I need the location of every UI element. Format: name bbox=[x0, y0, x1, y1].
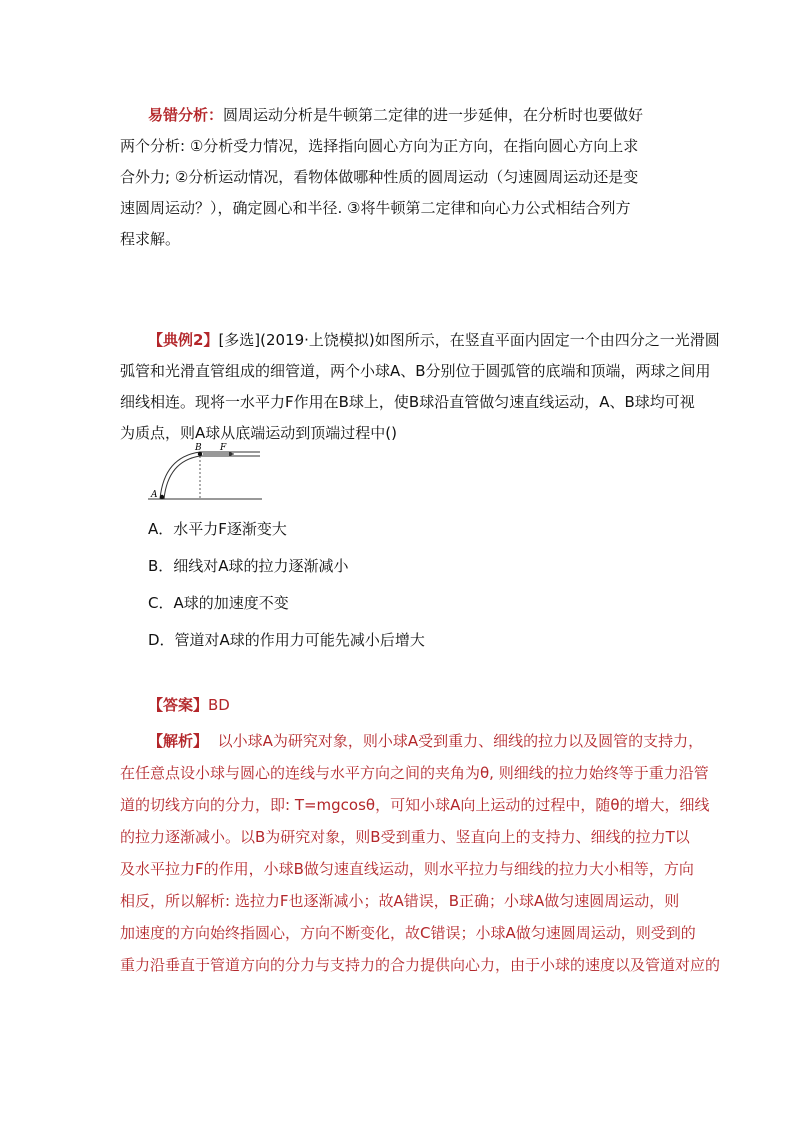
explain-line-8: 重力沿垂直于管道方向的分力与支持力的合力提供向心力，由于小球的速度以及管道对应的 bbox=[120, 956, 721, 974]
arc-tube-inner bbox=[160, 452, 200, 499]
label-b: B bbox=[195, 443, 202, 453]
label-a: A bbox=[151, 490, 158, 500]
answer-line bbox=[120, 690, 680, 721]
explain-line-1: 【解析】 以小球A为研究对象，则小球A受到重力、细线的拉力以及圆管的支持力， bbox=[148, 732, 704, 750]
explain-line-5: 及水平拉力F的作用，小球B做匀速直线运动，则水平拉力与细线的拉力大小相等，方向 bbox=[120, 860, 694, 878]
explain-line-6: 相反，所以解析: 选拉力F也逐渐减小；故A错误，B正确；小球A做匀速圆周运动，则 bbox=[120, 892, 680, 910]
explain-line-3: 道的切线方向的分力，即: T=mgcosθ，可知小球A向上运动的过程中，随θ的增大，细线 bbox=[120, 796, 710, 814]
example-label: 【典例2】 bbox=[148, 331, 219, 349]
example-line-2: 弧管和光滑直管组成的细管道，两个小球A、B分别位于圆弧管的底端和顶端，两球之间用 bbox=[120, 362, 711, 380]
explain-line-7: 加速度的方向始终指圆心，方向不断变化，故C错误；小球A做匀速圆周运动，则受到的 bbox=[120, 924, 696, 942]
answer-label: 【答案】 bbox=[148, 696, 209, 714]
analysis-line-5: 程求解。 bbox=[120, 230, 181, 248]
explain-line-2: 在任意点设小球与圆心的连线与水平方向之间的夹角为θ, 则细线的拉力始终等于重力沿管 bbox=[120, 764, 709, 782]
analysis-line-3: 合外力; ②分析运动情况，看物体做哪种性质的圆周运动（匀速圆周运动还是变 bbox=[120, 168, 639, 186]
arc-tube-outer bbox=[164, 456, 200, 499]
options-list bbox=[148, 511, 668, 659]
example-line-4: 为质点，则A球从底端运动到顶端过程中() bbox=[120, 424, 397, 442]
option-b: B．细线对A球的拉力逐渐减小 bbox=[148, 557, 349, 575]
example-question bbox=[120, 325, 720, 449]
example-line-1: 【典例2】[多选](2019·上饶模拟)如图所示，在竖直平面内固定一个由四分之一光滑圆 bbox=[148, 331, 720, 349]
analysis-line-1: 易错分析：圆周运动分析是牛顿第二定律的进一步延伸，在分析时也要做好 bbox=[148, 106, 644, 124]
answer-value: BD bbox=[208, 696, 230, 714]
analysis-line-2: 两个分析: ①分析受力情况，选择指向圆心方向为正方向，在指向圆心方向上求 bbox=[120, 137, 639, 155]
ball-a bbox=[160, 495, 164, 499]
option-c: C．A球的加速度不变 bbox=[148, 594, 289, 612]
explanation-paragraph bbox=[120, 725, 721, 981]
error-analysis-paragraph bbox=[120, 100, 680, 255]
option-a: A．水平力F逐渐变大 bbox=[148, 520, 287, 538]
explain-line-4: 的拉力逐渐减小。以B为研究对象，则B受到重力、竖直向上的支持力、细线的拉力T以 bbox=[120, 828, 690, 846]
tube-diagram bbox=[148, 441, 262, 503]
analysis-line-4: 速圆周运动？），确定圆心和半径. ③将牛顿第二定律和向心力公式相结合列方 bbox=[120, 199, 631, 217]
example-line-3: 细线相连。现将一水平力F作用在B球上，使B球沿直管做匀速直线运动，A、B球均可视 bbox=[120, 393, 695, 411]
analysis-label: 易错分析： bbox=[148, 106, 224, 124]
option-d: D．管道对A球的作用力可能先减小后增大 bbox=[148, 631, 425, 649]
label-f: F bbox=[220, 443, 227, 453]
explain-label: 【解析】 bbox=[148, 732, 209, 750]
